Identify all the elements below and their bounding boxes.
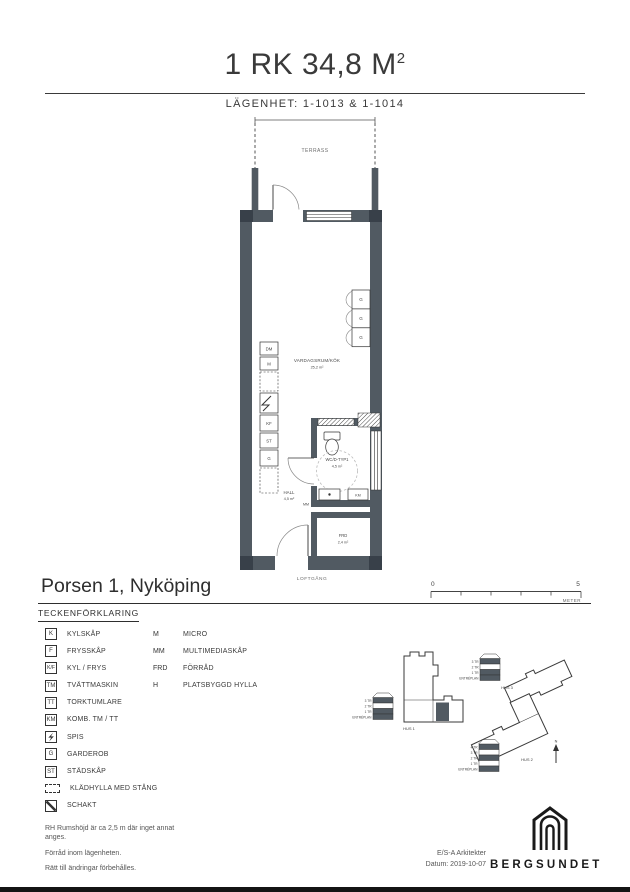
svg-text:2 TR: 2 TR [364, 704, 372, 709]
entry-door [277, 525, 308, 556]
fridge-freezer-label: KF [266, 421, 272, 426]
legend-row-spis: SPIS [45, 731, 157, 743]
svg-text:3 TR: 3 TR [470, 751, 478, 755]
note-room-height: RH Rumshöjd är ca 2,5 m där inget annat anges. [45, 825, 175, 842]
svg-text:4 TR: 4 TR [470, 745, 478, 750]
wardrobe-g-label: G [359, 335, 363, 340]
project-title: Porsen 1, Nyköping [41, 575, 212, 597]
architect-credit: E/S-A Arkitekter [436, 850, 486, 857]
legend-symbol-km: KM [45, 714, 57, 726]
svg-text:2 TR: 2 TR [470, 756, 478, 761]
legend-symbol-tm: TM [45, 680, 57, 692]
legend-row-tvattmaskin: TM TVÄTTMASKIN [45, 680, 157, 692]
legend-row-kladhylla: KLÄDHYLLA MED STÅNG [45, 783, 157, 795]
hus2-label: HUS 2 [521, 757, 533, 762]
legend-symbol-tt: TT [45, 697, 57, 709]
legend-symbol-st: ST [45, 766, 57, 778]
scale-unit: METER [562, 598, 581, 603]
svg-text:3 TR: 3 TR [364, 699, 372, 703]
legend-right-column [153, 628, 257, 697]
svg-text:1 TR: 1 TR [471, 671, 479, 675]
terrace-boundary [252, 117, 379, 211]
svg-text:1 TR: 1 TR [470, 762, 478, 766]
legend-row-schakt: SCHAKT [45, 800, 157, 812]
svg-text:3 TR: 3 TR [471, 660, 479, 664]
legend-left-column [45, 628, 157, 817]
north-label: N [554, 739, 558, 744]
svg-text:2 TR: 2 TR [471, 665, 479, 670]
hall-area: 4,5 m² [283, 497, 295, 501]
site-hus3 [501, 656, 573, 707]
scale-start: 0 [431, 581, 435, 588]
svg-text:ENTRÉPLAN: ENTRÉPLAN [459, 676, 479, 681]
highlighted-unit [436, 703, 449, 722]
scale-bar [428, 578, 586, 603]
scale-end: 5 [576, 581, 580, 588]
dishwasher-label: DM [265, 346, 273, 352]
mm-label: MM [303, 502, 309, 507]
legend-symbol-kf: K/F [45, 662, 57, 674]
site-hus1 [403, 652, 463, 731]
frd-area: 2,4 m² [337, 540, 349, 545]
legend-symbol-f: F [45, 645, 57, 657]
apartment-numbers: LÄGENHET: 1-1013 & 1-1014 [225, 98, 405, 110]
bergsundet-house-icon [524, 804, 576, 852]
section-divider [38, 603, 591, 604]
brand-name: BERGSUNDET [490, 859, 603, 871]
hus3-label: HUS 3 [501, 685, 513, 690]
wardrobe-g-label: G [359, 316, 363, 321]
legend-row-micro: M MICRO [153, 630, 208, 638]
garderob-label: G [267, 456, 271, 461]
clothes-rail-icon [45, 784, 60, 793]
legend-row-frysskap: F FRYSSKÅP [45, 645, 157, 657]
note-storage: Förråd inom lägenheten. [45, 849, 122, 857]
living-room-label: VARDAGSRUM/KÖK [293, 358, 341, 363]
legend-row-kylskap: K KYLSKÅP [45, 628, 157, 640]
legend-symbol-g: G [45, 748, 57, 760]
legend-row-komb: KM KOMB. TM / TT [45, 714, 157, 726]
credits [390, 849, 486, 870]
stove-bolt-icon [45, 731, 57, 743]
hus1-floor-icon [373, 693, 394, 720]
north-arrow-icon [553, 740, 559, 764]
hall-label: HALL [283, 490, 295, 495]
hus2-floor-labels [458, 746, 478, 772]
svg-text:1 TR: 1 TR [364, 710, 372, 714]
svg-text:ENTRÉPLAN: ENTRÉPLAN [352, 715, 372, 720]
floor-plan-drawing [225, 112, 405, 586]
wardrobes [346, 290, 370, 347]
site-plan [348, 640, 588, 790]
apartment-type-size: 1 RK 34,8 M [224, 48, 397, 81]
loftgang-label: LOFTGÅNG [296, 577, 328, 582]
legend-row-multimedia: MM MULTIMEDIASKÅP [153, 647, 248, 655]
wc-label: WC/D-TYP1 [325, 457, 349, 462]
wc-area: 4,5 m² [331, 464, 343, 469]
hus1-floor-labels [352, 699, 372, 720]
terrace-door [273, 185, 299, 211]
hus2-floor-icon [479, 740, 500, 772]
km-label: KM [355, 493, 361, 498]
hus3-floor-labels [459, 660, 479, 681]
square-superscript: 2 [396, 50, 406, 67]
date-label: Datum: 2019-10-07 [425, 860, 486, 868]
note-changes: Rätt till ändringar förbehålles. [45, 865, 137, 873]
svg-text:ENTRÉPLAN: ENTRÉPLAN [458, 767, 478, 772]
shaft-icon [45, 800, 57, 812]
hus1-label: HUS 1 [403, 726, 415, 731]
legend-row-stadskap: ST STÄDSKÅP [45, 766, 157, 778]
living-room-area: 25,2 m² [310, 365, 324, 370]
legend-row-garderob: G GARDEROB [45, 748, 157, 760]
micro-label: M [267, 361, 271, 367]
legend-symbol-k: K [45, 628, 57, 640]
legend-heading: TECKENFÖRKLARING [38, 608, 139, 622]
hus3-floor-icon [480, 654, 501, 681]
wardrobe-g-label: G [359, 297, 363, 302]
legend-row-hylla: H PLATSBYGGD HYLLA [153, 682, 258, 690]
toilet-icon [324, 432, 340, 455]
cleaning-cabinet-label: ST [266, 438, 272, 444]
legend-row-forrad: FRD FÖRRÅD [153, 664, 214, 672]
page-bottom-bar [0, 887, 630, 892]
page-title [0, 48, 630, 82]
terrace-label: TERRASS [301, 148, 329, 154]
frd-label: FRD [338, 533, 348, 538]
legend-row-kylfrys: K/F KYL / FRYS [45, 662, 157, 674]
title-divider [45, 93, 585, 94]
legend-row-torktumlare: TT TORKTUMLARE [45, 697, 157, 709]
footnotes [45, 824, 190, 880]
